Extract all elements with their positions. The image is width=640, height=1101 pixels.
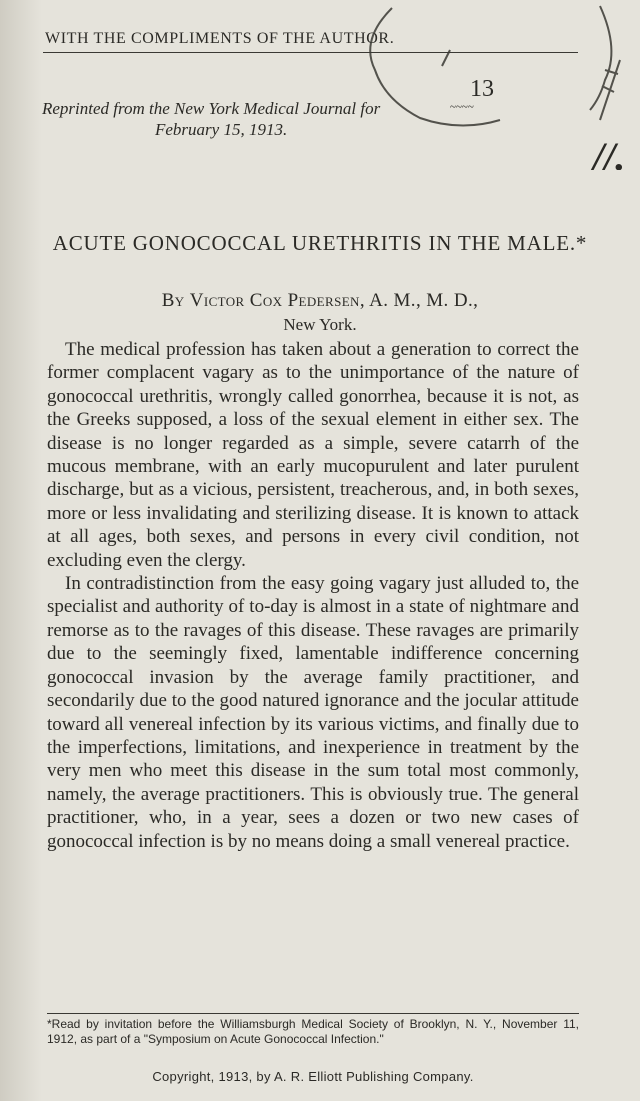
library-stamp (300, 0, 630, 170)
reprint-notice-date: February 15, 1913. (155, 120, 288, 139)
author-line (0, 290, 640, 312)
author-location: New York. (283, 315, 357, 334)
stamp-stroke (442, 50, 450, 66)
article-body (47, 338, 579, 853)
article-title: ACUTE GONOCOCCAL URETHRITIS IN THE MALE.* (52, 231, 588, 255)
author-name: Victor Cox Pedersen, A. M., M. D., (189, 290, 479, 311)
byline-prefix: By (161, 290, 185, 311)
stamp-mark: //. (593, 134, 626, 170)
stamp-swirl-left (370, 8, 500, 126)
svg-text:~~~~: ~~~~ (450, 101, 474, 113)
stamp-number: 13 (470, 76, 494, 102)
paragraph: In contradistinction from the easy going vagary just alluded to, the specialist and authority of to-day is almost in a state of nightmare and remorse as to the ravages of this disease. These ravages are primarily due to the seemingly fixed, lamentable indifference concerning gonococcal invasion by the average family practitioner, and secondarily due to the good natured ignorance and the jocular attitude toward all venereal infection by its various victims, and finally due to the imperfections, limitations, and inexperience in treatment by the very men who meet this disease in the sum total most commonly, namely, the average practitioners. This is obviously true. The general practitioner, who, in a year, sees a dozen or two new cases of gonococcal infection is by no means doing a small venereal practice. (47, 573, 579, 852)
compliments-line: WITH THE COMPLIMENTS OF THE AUTHOR. (45, 30, 395, 47)
copyright-line: Copyright, 1913, by A. R. Elliott Publishing Company. (152, 1069, 474, 1084)
footnote: *Read by invitation before the Williamsburgh Medical Society of Brooklyn, N. Y., November 11, 1912, as part of a "Symposium on Acute Gonococcal Infection." (47, 1017, 579, 1046)
paragraph: The medical profession has taken about a generation to correct the former complacent vagary as to the unimportance of the nature of gonococcal urethritis, wrongly called gonorrhea, because it is not, as the Greeks supposed, a loss of the sexual element in either sex. The disease is no longer regarded as a simple, severe catarrh of the mucous membrane, with an early mucopurulent and later purulent discharge, but as a vicious, persistent, treacherous, and, in both sexes, more or less invalidating and sterilizing disease. It is known to attack at all ages, both sexes, and persons in every civil condition, not excluding even the clergy. (47, 339, 579, 571)
page-edge-shadow (0, 0, 42, 1101)
footnote-rule (47, 1013, 579, 1014)
reprint-notice-line1: Reprinted from the New York Medical Journal for (42, 99, 381, 118)
